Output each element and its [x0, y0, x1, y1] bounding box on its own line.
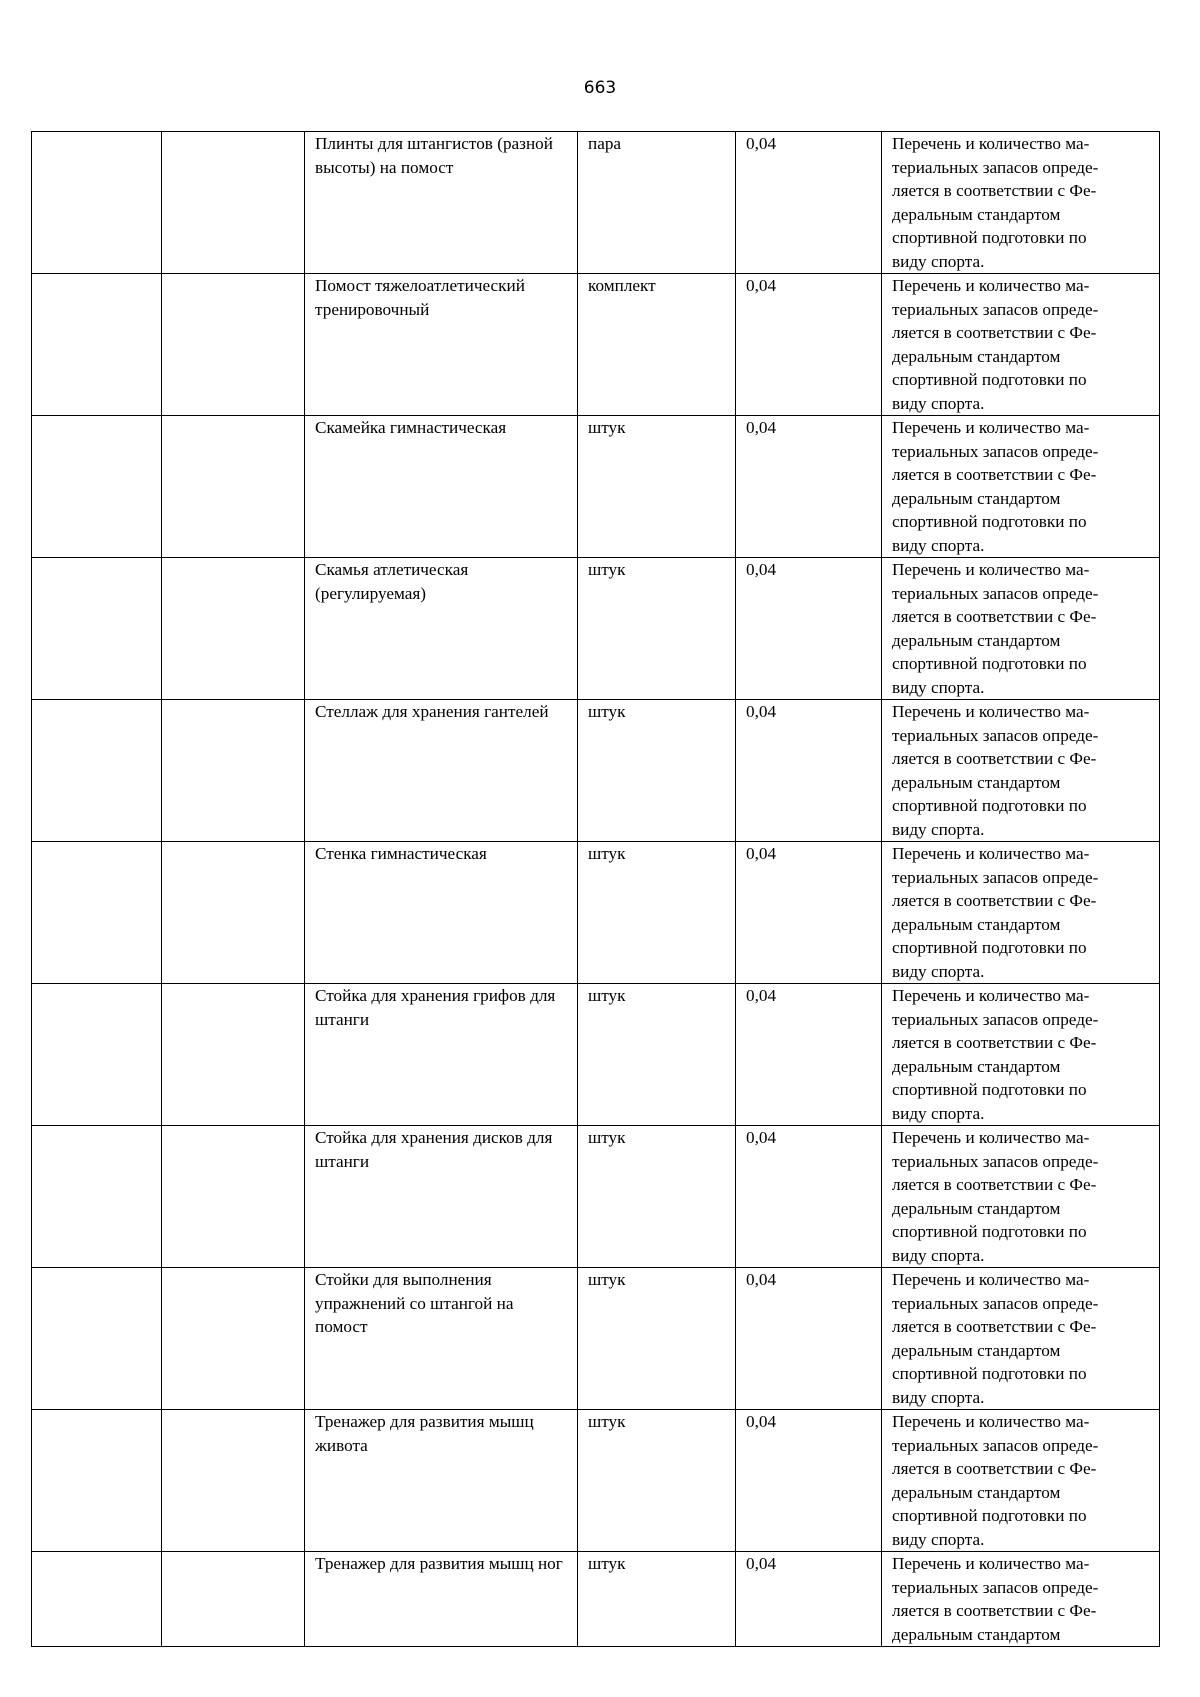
table-row: [32, 700, 1160, 842]
quantity-cell: 0,04: [736, 1410, 882, 1552]
empty-cell: [162, 700, 305, 842]
empty-cell: [162, 1552, 305, 1647]
table-row: [32, 1552, 1160, 1647]
quantity-cell: 0,04: [736, 416, 882, 558]
note-cell: Перечень и количество ма- териальных запасов опреде- ляется в соответствии с Фе- деральным стандартом: [882, 1552, 1160, 1647]
item-name-cell: Стойки для выполнения упражнений со штангой на помост: [305, 1268, 578, 1410]
quantity-cell: 0,04: [736, 984, 882, 1126]
empty-cell: [32, 416, 162, 558]
note-cell: Перечень и количество ма- териальных запасов опреде- ляется в соответствии с Фе- деральным стандартом спортивной подготовки по виду спорта.: [882, 274, 1160, 416]
note-cell: Перечень и количество ма- териальных запасов опреде- ляется в соответствии с Фе- деральным стандартом спортивной подготовки по виду спорта.: [882, 558, 1160, 700]
item-name-cell: Стеллаж для хранения гантелей: [305, 700, 578, 842]
item-name-cell: Помост тяжелоатлетический тренировочный: [305, 274, 578, 416]
unit-cell: штук: [578, 700, 736, 842]
table-body: [32, 132, 1160, 1647]
table-row: [32, 1410, 1160, 1552]
unit-cell: штук: [578, 1268, 736, 1410]
unit-cell: штук: [578, 1552, 736, 1647]
empty-cell: [162, 1410, 305, 1552]
table-row: [32, 558, 1160, 700]
empty-cell: [32, 558, 162, 700]
empty-cell: [32, 1410, 162, 1552]
note-cell: Перечень и количество ма- териальных запасов опреде- ляется в соответствии с Фе- деральным стандартом спортивной подготовки по виду спорта.: [882, 1126, 1160, 1268]
item-name-cell: Стойка для хранения дисков для штанги: [305, 1126, 578, 1268]
item-name-cell: Плинты для штангистов (разной высоты) на помост: [305, 132, 578, 274]
empty-cell: [162, 984, 305, 1126]
note-cell: Перечень и количество ма- териальных запасов опреде- ляется в соответствии с Фе- деральным стандартом спортивной подготовки по виду спорта.: [882, 842, 1160, 984]
empty-cell: [162, 558, 305, 700]
unit-cell: штук: [578, 842, 736, 984]
unit-cell: штук: [578, 1126, 736, 1268]
unit-cell: штук: [578, 416, 736, 558]
note-cell: Перечень и количество ма- териальных запасов опреде- ляется в соответствии с Фе- деральным стандартом спортивной подготовки по виду спорта.: [882, 1410, 1160, 1552]
note-cell: Перечень и количество ма- териальных запасов опреде- ляется в соответствии с Фе- деральным стандартом спортивной подготовки по виду спорта.: [882, 984, 1160, 1126]
table-row: [32, 416, 1160, 558]
empty-cell: [162, 1126, 305, 1268]
empty-cell: [162, 274, 305, 416]
table-row: [32, 1268, 1160, 1410]
empty-cell: [162, 416, 305, 558]
empty-cell: [32, 1126, 162, 1268]
empty-cell: [32, 1268, 162, 1410]
quantity-cell: 0,04: [736, 274, 882, 416]
quantity-cell: 0,04: [736, 558, 882, 700]
quantity-cell: 0,04: [736, 842, 882, 984]
item-name-cell: Стенка гимнастическая: [305, 842, 578, 984]
equipment-table: [31, 131, 1160, 1647]
table-row: [32, 132, 1160, 274]
quantity-cell: 0,04: [736, 1268, 882, 1410]
unit-cell: штук: [578, 558, 736, 700]
table-row: [32, 1126, 1160, 1268]
item-name-cell: Тренажер для развития мышц живота: [305, 1410, 578, 1552]
empty-cell: [32, 984, 162, 1126]
empty-cell: [162, 842, 305, 984]
item-name-cell: Стойка для хранения грифов для штанги: [305, 984, 578, 1126]
item-name-cell: Скамейка гимнастическая: [305, 416, 578, 558]
note-cell: Перечень и количество ма- териальных запасов опреде- ляется в соответствии с Фе- деральным стандартом спортивной подготовки по виду спорта.: [882, 1268, 1160, 1410]
table-row: [32, 274, 1160, 416]
empty-cell: [32, 274, 162, 416]
note-cell: Перечень и количество ма- териальных запасов опреде- ляется в соответствии с Фе- деральным стандартом спортивной подготовки по виду спорта.: [882, 132, 1160, 274]
item-name-cell: Скамья атлетическая (регулируемая): [305, 558, 578, 700]
table-row: [32, 984, 1160, 1126]
empty-cell: [32, 132, 162, 274]
note-cell: Перечень и количество ма- териальных запасов опреде- ляется в соответствии с Фе- деральным стандартом спортивной подготовки по виду спорта.: [882, 416, 1160, 558]
empty-cell: [162, 1268, 305, 1410]
empty-cell: [162, 132, 305, 274]
empty-cell: [32, 1552, 162, 1647]
empty-cell: [32, 842, 162, 984]
page-number: 663: [583, 78, 617, 98]
quantity-cell: 0,04: [736, 1126, 882, 1268]
quantity-cell: 0,04: [736, 132, 882, 274]
unit-cell: комплект: [578, 274, 736, 416]
item-name-cell: Тренажер для развития мышц ног: [305, 1552, 578, 1647]
table-row: [32, 842, 1160, 984]
unit-cell: штук: [578, 1410, 736, 1552]
empty-cell: [32, 700, 162, 842]
quantity-cell: 0,04: [736, 1552, 882, 1647]
quantity-cell: 0,04: [736, 700, 882, 842]
note-cell: Перечень и количество ма- териальных запасов опреде- ляется в соответствии с Фе- деральным стандартом спортивной подготовки по виду спорта.: [882, 700, 1160, 842]
unit-cell: штук: [578, 984, 736, 1126]
unit-cell: пара: [578, 132, 736, 274]
